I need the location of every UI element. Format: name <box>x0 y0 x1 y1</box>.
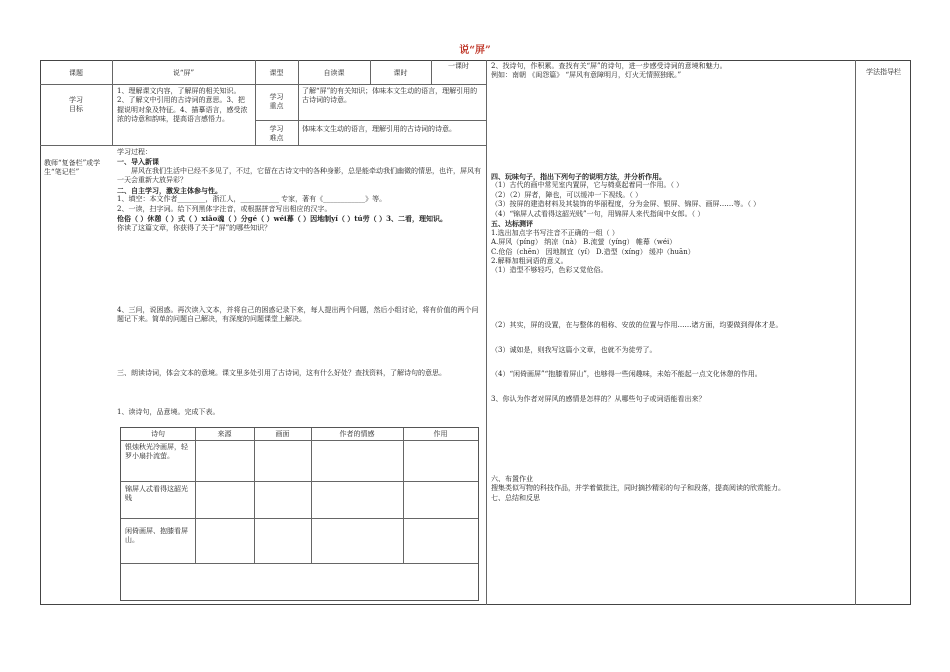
test-q2-a: （1）造型不够轻巧，色彩又觉伧俗。 <box>491 266 608 275</box>
test-q1-cd: C.伧俗（chēn） 因地制宜（yí） D.造型（xínɡ） 缓冲（huān） <box>491 247 695 256</box>
sentence-2: （2）（2）屏者，障也，可以缓冲一下视线。（ ） <box>491 190 643 199</box>
poem-col-rule-2 <box>254 428 255 563</box>
poetry-table-instruction: 1、读诗句，品意境。完成下表。 <box>117 408 220 416</box>
guide-divider <box>855 60 856 605</box>
poem-row-rule-1 <box>121 481 478 482</box>
table-row: 闲倚画屏、抱膝看屏山。 <box>125 527 188 545</box>
key-points-label: 学习 重点 <box>269 93 284 111</box>
table-row: 银烛秋光冷画屏，轻罗小扇扑流萤。 <box>125 443 188 461</box>
homework-text: 搜集类似写物的科技作品，并学着做批注，同时摘抄精彩的句子和段落，提高阅读的欣赏能力。 <box>491 484 785 493</box>
poem-row-rule-3 <box>121 563 478 564</box>
table-row: 锦屏人忒看得这韶光贱 <box>125 485 188 503</box>
poem-header-line: 诗句 <box>151 430 165 438</box>
knowledge-question: 你读了这篇文章，你获得了关于“屏”的哪些知识？ <box>117 223 272 232</box>
test-q2: 2.解释加粗词语的意义。 <box>491 256 568 265</box>
right-homework <box>488 474 854 504</box>
test-q2-d: （4）“闲倚画屏”“抱膝看屏山”，也够得一些闲趣味，未始不能起一点文化休憩的作用。 <box>491 370 762 378</box>
header-type-value: 自读课 <box>323 69 345 77</box>
section-1-text: 屏风在我们生活中已经不多见了，不过，它留在古诗文中的各种身影，总是能牵动我们幽微的情思，也许，屏风有一天会重新大放异彩？ <box>117 166 481 185</box>
right-top <box>488 61 854 82</box>
sentence-1: （1）古代的画中常见室内置屏，它与椅桌起着同一作用。（ ） <box>491 181 684 190</box>
sentence-3: （3）按屏的建造材料及其装饰的华丽程度，分为金屏、银屏、锦屏、画屏……等。（ ） <box>491 200 761 209</box>
key-points-text: 了解“屏”的有关知识；体味本文生动的语言，理解引用的古诗词的诗意。 <box>302 87 478 105</box>
phonetic-words: 伧俗（ ）休憩（ ）式（ ）xiāo魂（ ）分gé（ ）wéi幕（ ）因地制yí（ ）tú劳（ ）3、二看，理知识。 <box>117 214 447 224</box>
poem-example: 例如：南朝 《闺怨篇》 “屏风有意障明月，灯火无情照独眠。” <box>491 71 682 80</box>
poem-header-source: 来源 <box>217 430 232 438</box>
poem-table <box>120 427 479 601</box>
difficulty-label: 学习 难点 <box>269 125 284 143</box>
fill-in-author: 1、填空：本文作者________，浙江人，___________ 专家，著有《____________》等。 <box>117 195 387 204</box>
page-title: 说“屏” <box>459 45 491 56</box>
sentence-4: （4）“锦屏人忒看得这韶光贱”一句，用锦屏人来代指闺中女郎。（ ） <box>491 209 705 218</box>
section-6-heading: 六、布置作业 <box>491 475 533 483</box>
header-topic-value: 说“屏” <box>172 69 195 77</box>
note-column-label: 教师“复备栏”或学生“笔记栏” <box>44 159 101 177</box>
poem-col-rule-1 <box>195 428 196 563</box>
header-topic-label: 课题 <box>69 69 83 77</box>
learning-process <box>114 147 484 234</box>
difficulty-text: 体味本文生动的语言，理解引用的古诗词的诗意。 <box>302 125 456 133</box>
right-sentences <box>488 171 854 277</box>
section-2-heading: 二、自主学习，激发主体参与性。 <box>117 185 222 195</box>
process-heading: 学习过程： <box>117 148 152 156</box>
objectives-bottom-rule <box>40 145 487 146</box>
poem-header-scene: 画面 <box>275 430 290 438</box>
header-period-value: 一课时 <box>448 62 469 70</box>
poem-header-emotion: 作者的情感 <box>339 430 375 438</box>
poem-col-rule-3 <box>311 428 312 563</box>
poem-header-function: 作用 <box>433 430 448 438</box>
section-4-heading: 四、玩味句子，指出下列句子的说明方法，并分析作用。 <box>491 172 666 181</box>
test-q2-c: （3）诚如是，则我写这篇小文章，也就不为徒劳了。 <box>491 346 657 354</box>
test-q2-b: （2）其实，屏的设置，在与整体的相称、安放的位置与作用……诸方面，均要做到得体才是。 <box>491 321 783 329</box>
test-q1: 1.选出加点字书写注音不正确的一组（ ） <box>491 228 619 237</box>
section-7-heading: 七、总结和反思 <box>491 493 540 502</box>
header-period-label: 课时 <box>393 69 408 77</box>
section-questions: 4、三问，说困惑。再次读入文本，并将自己的困惑记录下来，每人提出两个问题，然后小组讨论，将有价值的两个问题记下来。简单的问题自己解决，有深度的问题课堂上解决。 <box>117 306 479 324</box>
poem-collect-task: 2、找诗句，作积累。查找有关“屏”的诗句，进一步感受诗词的意境和魅力。 <box>491 62 727 70</box>
header-rule <box>40 84 487 85</box>
section-5-heading: 五、达标测评 <box>491 219 533 229</box>
obj-divider-c <box>255 120 487 121</box>
objectives-text: 1、理解课文内容，了解屏的相关知识。2、了解文中引用的古诗词的意思。3、把握说明对象及特征。4、描摹语言，感受浓浓的诗意和韵味，提高语言感悟力。 <box>117 87 248 124</box>
header-type-label: 课型 <box>269 69 284 77</box>
objectives-label: 学习 目标 <box>69 96 83 114</box>
section-1-heading: 一、导入新课 <box>117 157 159 167</box>
test-q1-ab: A.屏风（pínɡ） 纳凉（nà） B.流萤（yínɡ） 帷幕（wéi） <box>491 238 677 247</box>
read-words-instruction: 2、一读，扫字词。给下列黑体字注音，或根据拼音写出相应的汉字。 <box>117 204 332 213</box>
center-divider <box>486 60 487 605</box>
test-q3: 3、你认为作者对屏风的感情是怎样的？从哪些句子或词语能看出来？ <box>491 395 706 403</box>
guide-column-label: 学法指导栏 <box>866 68 901 76</box>
poem-row-rule-2 <box>121 518 478 519</box>
poem-col-rule-4 <box>403 428 404 563</box>
section-poetry: 三、朗读诗词，体会文本的意境。课文里多处引用了古诗词，这有什么好处？查找资料，了解诗句的意思。 <box>117 369 446 377</box>
